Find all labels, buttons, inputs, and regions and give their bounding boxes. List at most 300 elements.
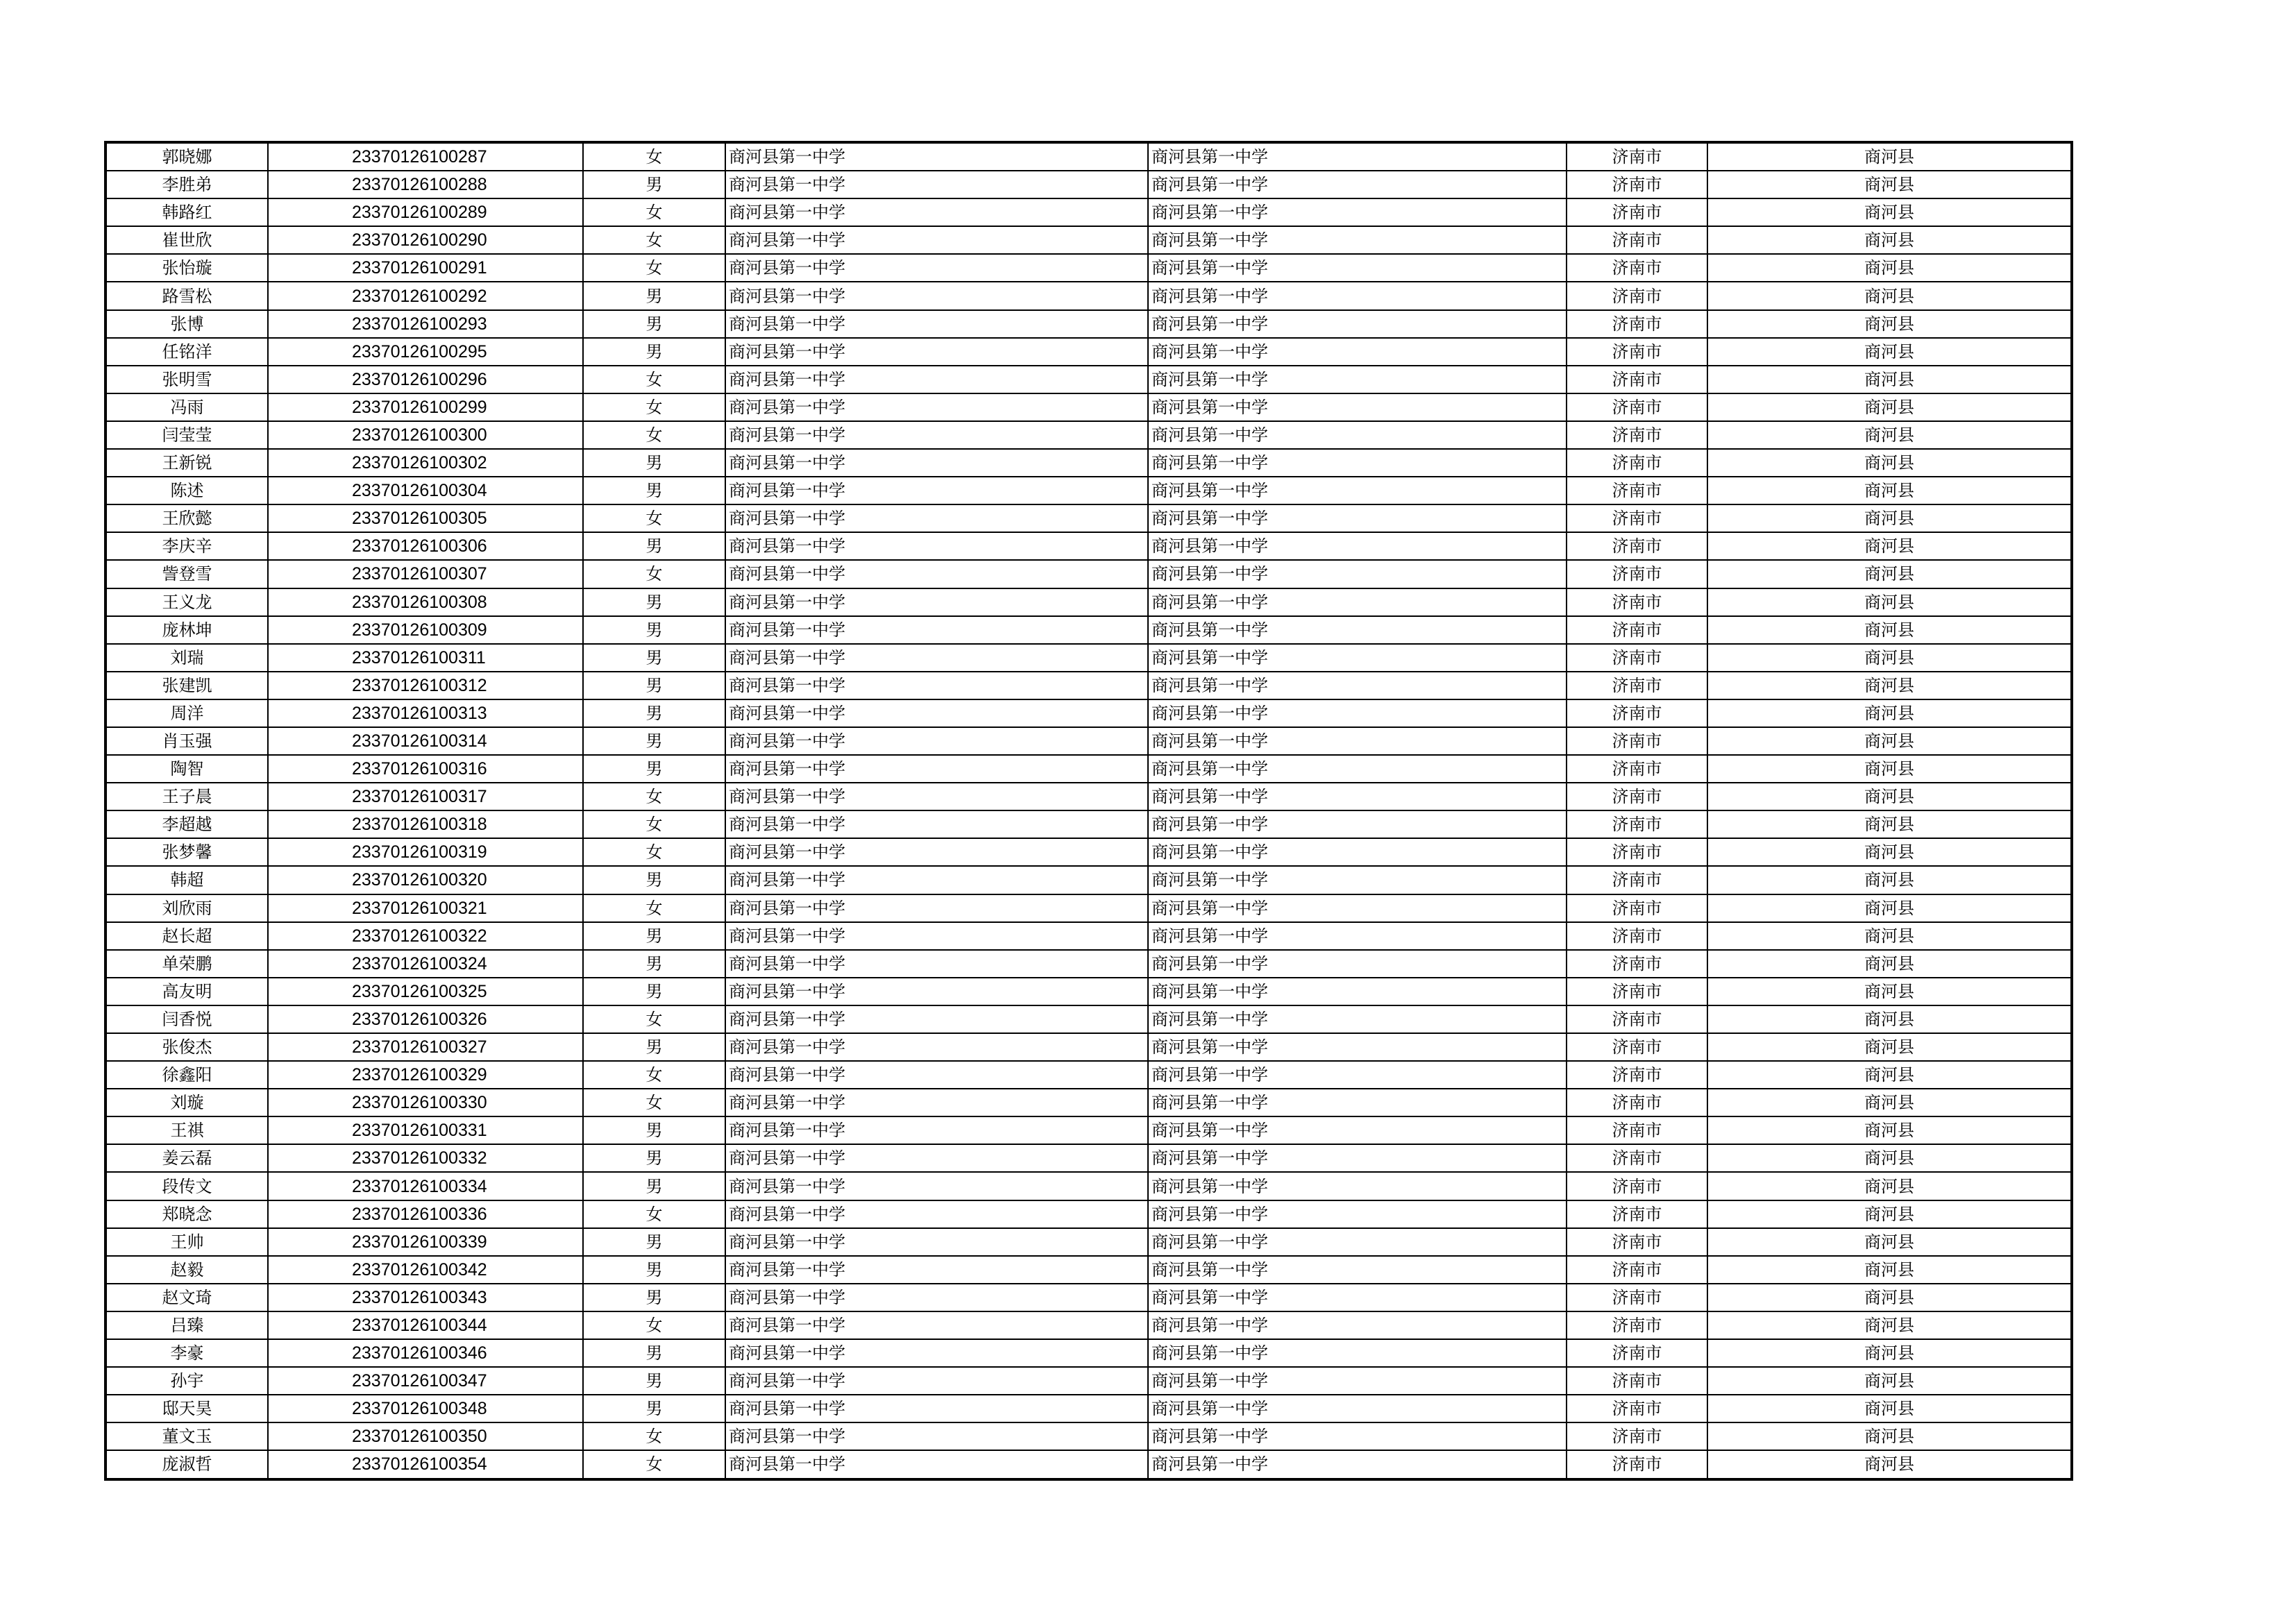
table-row bbox=[105, 142, 2072, 171]
exam-id-cell: 23370126100329 bbox=[268, 1061, 583, 1089]
table-row bbox=[105, 1228, 2072, 1256]
school-cell: 商河县第一中学 bbox=[725, 1339, 1148, 1367]
gender-cell: 男 bbox=[583, 1395, 725, 1422]
student-name-cell: 路雪松 bbox=[105, 282, 268, 309]
gender-cell: 男 bbox=[583, 922, 725, 950]
school-cell: 商河县第一中学 bbox=[725, 699, 1148, 727]
city-cell: 济南市 bbox=[1567, 699, 1707, 727]
admitting-school-cell: 商河县第一中学 bbox=[1148, 1200, 1567, 1228]
admitting-school-cell: 商河县第一中学 bbox=[1148, 282, 1567, 309]
admitting-school-cell: 商河县第一中学 bbox=[1148, 644, 1567, 672]
city-cell: 济南市 bbox=[1567, 1228, 1707, 1256]
student-name-cell: 吕臻 bbox=[105, 1311, 268, 1339]
table-row bbox=[105, 1395, 2072, 1422]
exam-id-cell: 23370126100299 bbox=[268, 393, 583, 421]
admitting-school-cell: 商河县第一中学 bbox=[1148, 866, 1567, 894]
table-row bbox=[105, 1089, 2072, 1116]
city-cell: 济南市 bbox=[1567, 1005, 1707, 1033]
school-cell: 商河县第一中学 bbox=[725, 560, 1148, 588]
school-cell: 商河县第一中学 bbox=[725, 810, 1148, 838]
county-cell: 商河县 bbox=[1707, 1172, 2072, 1200]
county-cell: 商河县 bbox=[1707, 393, 2072, 421]
admitting-school-cell: 商河县第一中学 bbox=[1148, 1367, 1567, 1395]
table-row bbox=[105, 366, 2072, 393]
admitting-school-cell: 商河县第一中学 bbox=[1148, 254, 1567, 282]
gender-cell: 男 bbox=[583, 1284, 725, 1311]
county-cell: 商河县 bbox=[1707, 366, 2072, 393]
county-cell: 商河县 bbox=[1707, 338, 2072, 366]
exam-id-cell: 23370126100288 bbox=[268, 171, 583, 198]
school-cell: 商河县第一中学 bbox=[725, 1033, 1148, 1061]
table-row bbox=[105, 171, 2072, 198]
student-name-cell: 刘瑞 bbox=[105, 644, 268, 672]
table-row bbox=[105, 449, 2072, 477]
table-row bbox=[105, 672, 2072, 699]
admitting-school-cell: 商河县第一中学 bbox=[1148, 198, 1567, 226]
admitting-school-cell: 商河县第一中学 bbox=[1148, 810, 1567, 838]
city-cell: 济南市 bbox=[1567, 449, 1707, 477]
student-name-cell: 訾登雪 bbox=[105, 560, 268, 588]
student-name-cell: 徐鑫阳 bbox=[105, 1061, 268, 1089]
school-cell: 商河县第一中学 bbox=[725, 950, 1148, 978]
county-cell: 商河县 bbox=[1707, 588, 2072, 616]
table-row bbox=[105, 560, 2072, 588]
exam-id-cell: 23370126100302 bbox=[268, 449, 583, 477]
admitting-school-cell: 商河县第一中学 bbox=[1148, 142, 1567, 171]
gender-cell: 男 bbox=[583, 866, 725, 894]
school-cell: 商河县第一中学 bbox=[725, 449, 1148, 477]
county-cell: 商河县 bbox=[1707, 421, 2072, 449]
student-name-cell: 张建凯 bbox=[105, 672, 268, 699]
school-cell: 商河县第一中学 bbox=[725, 254, 1148, 282]
admitting-school-cell: 商河县第一中学 bbox=[1148, 894, 1567, 922]
gender-cell: 男 bbox=[583, 532, 725, 560]
exam-id-cell: 23370126100312 bbox=[268, 672, 583, 699]
student-name-cell: 段传文 bbox=[105, 1172, 268, 1200]
table-row bbox=[105, 894, 2072, 922]
school-cell: 商河县第一中学 bbox=[725, 338, 1148, 366]
gender-cell: 男 bbox=[583, 672, 725, 699]
table-row bbox=[105, 1256, 2072, 1284]
student-name-cell: 董文玉 bbox=[105, 1422, 268, 1450]
city-cell: 济南市 bbox=[1567, 142, 1707, 171]
gender-cell: 女 bbox=[583, 810, 725, 838]
county-cell: 商河县 bbox=[1707, 1228, 2072, 1256]
table-row bbox=[105, 950, 2072, 978]
city-cell: 济南市 bbox=[1567, 504, 1707, 532]
gender-cell: 男 bbox=[583, 1116, 725, 1144]
school-cell: 商河县第一中学 bbox=[725, 755, 1148, 783]
gender-cell: 男 bbox=[583, 282, 725, 309]
admitting-school-cell: 商河县第一中学 bbox=[1148, 755, 1567, 783]
table-row bbox=[105, 1367, 2072, 1395]
exam-id-cell: 23370126100331 bbox=[268, 1116, 583, 1144]
table-row bbox=[105, 727, 2072, 755]
exam-id-cell: 23370126100289 bbox=[268, 198, 583, 226]
school-cell: 商河县第一中学 bbox=[725, 477, 1148, 504]
exam-id-cell: 23370126100336 bbox=[268, 1200, 583, 1228]
exam-id-cell: 23370126100320 bbox=[268, 866, 583, 894]
admitting-school-cell: 商河县第一中学 bbox=[1148, 1395, 1567, 1422]
city-cell: 济南市 bbox=[1567, 1311, 1707, 1339]
admitting-school-cell: 商河县第一中学 bbox=[1148, 1284, 1567, 1311]
student-name-cell: 周洋 bbox=[105, 699, 268, 727]
school-cell: 商河县第一中学 bbox=[725, 978, 1148, 1005]
county-cell: 商河县 bbox=[1707, 838, 2072, 866]
gender-cell: 男 bbox=[583, 1033, 725, 1061]
gender-cell: 女 bbox=[583, 1200, 725, 1228]
admitting-school-cell: 商河县第一中学 bbox=[1148, 310, 1567, 338]
student-name-cell: 赵毅 bbox=[105, 1256, 268, 1284]
county-cell: 商河县 bbox=[1707, 616, 2072, 644]
city-cell: 济南市 bbox=[1567, 421, 1707, 449]
exam-id-cell: 23370126100326 bbox=[268, 1005, 583, 1033]
city-cell: 济南市 bbox=[1567, 727, 1707, 755]
gender-cell: 男 bbox=[583, 755, 725, 783]
admitting-school-cell: 商河县第一中学 bbox=[1148, 727, 1567, 755]
county-cell: 商河县 bbox=[1707, 226, 2072, 254]
gender-cell: 女 bbox=[583, 393, 725, 421]
admitting-school-cell: 商河县第一中学 bbox=[1148, 1450, 1567, 1479]
student-name-cell: 刘璇 bbox=[105, 1089, 268, 1116]
student-name-cell: 庞淑哲 bbox=[105, 1450, 268, 1479]
county-cell: 商河县 bbox=[1707, 672, 2072, 699]
city-cell: 济南市 bbox=[1567, 1089, 1707, 1116]
city-cell: 济南市 bbox=[1567, 616, 1707, 644]
gender-cell: 男 bbox=[583, 1228, 725, 1256]
exam-id-cell: 23370126100305 bbox=[268, 504, 583, 532]
student-name-cell: 赵长超 bbox=[105, 922, 268, 950]
gender-cell: 男 bbox=[583, 616, 725, 644]
table-row bbox=[105, 393, 2072, 421]
student-name-cell: 冯雨 bbox=[105, 393, 268, 421]
school-cell: 商河县第一中学 bbox=[725, 393, 1148, 421]
exam-id-cell: 23370126100292 bbox=[268, 282, 583, 309]
table-row bbox=[105, 226, 2072, 254]
student-name-cell: 任铭洋 bbox=[105, 338, 268, 366]
exam-id-cell: 23370126100350 bbox=[268, 1422, 583, 1450]
county-cell: 商河县 bbox=[1707, 755, 2072, 783]
admitting-school-cell: 商河县第一中学 bbox=[1148, 1339, 1567, 1367]
school-cell: 商河县第一中学 bbox=[725, 1450, 1148, 1479]
table-row bbox=[105, 198, 2072, 226]
county-cell: 商河县 bbox=[1707, 783, 2072, 810]
county-cell: 商河县 bbox=[1707, 1116, 2072, 1144]
county-cell: 商河县 bbox=[1707, 1005, 2072, 1033]
exam-id-cell: 23370126100293 bbox=[268, 310, 583, 338]
city-cell: 济南市 bbox=[1567, 393, 1707, 421]
county-cell: 商河县 bbox=[1707, 171, 2072, 198]
admitting-school-cell: 商河县第一中学 bbox=[1148, 1228, 1567, 1256]
school-cell: 商河县第一中学 bbox=[725, 922, 1148, 950]
exam-id-cell: 23370126100347 bbox=[268, 1367, 583, 1395]
table-row bbox=[105, 1450, 2072, 1479]
gender-cell: 女 bbox=[583, 1450, 725, 1479]
gender-cell: 男 bbox=[583, 449, 725, 477]
table-row bbox=[105, 282, 2072, 309]
county-cell: 商河县 bbox=[1707, 532, 2072, 560]
school-cell: 商河县第一中学 bbox=[725, 198, 1148, 226]
county-cell: 商河县 bbox=[1707, 1422, 2072, 1450]
exam-id-cell: 23370126100306 bbox=[268, 532, 583, 560]
county-cell: 商河县 bbox=[1707, 727, 2072, 755]
exam-id-cell: 23370126100300 bbox=[268, 421, 583, 449]
exam-id-cell: 23370126100319 bbox=[268, 838, 583, 866]
student-name-cell: 肖玉强 bbox=[105, 727, 268, 755]
exam-id-cell: 23370126100354 bbox=[268, 1450, 583, 1479]
city-cell: 济南市 bbox=[1567, 477, 1707, 504]
city-cell: 济南市 bbox=[1567, 755, 1707, 783]
table-row bbox=[105, 978, 2072, 1005]
student-name-cell: 李超越 bbox=[105, 810, 268, 838]
city-cell: 济南市 bbox=[1567, 783, 1707, 810]
exam-id-cell: 23370126100348 bbox=[268, 1395, 583, 1422]
admitting-school-cell: 商河县第一中学 bbox=[1148, 449, 1567, 477]
school-cell: 商河县第一中学 bbox=[725, 1200, 1148, 1228]
exam-id-cell: 23370126100344 bbox=[268, 1311, 583, 1339]
gender-cell: 男 bbox=[583, 338, 725, 366]
school-cell: 商河县第一中学 bbox=[725, 672, 1148, 699]
student-name-cell: 闫莹莹 bbox=[105, 421, 268, 449]
county-cell: 商河县 bbox=[1707, 810, 2072, 838]
exam-id-cell: 23370126100330 bbox=[268, 1089, 583, 1116]
admitting-school-cell: 商河县第一中学 bbox=[1148, 366, 1567, 393]
city-cell: 济南市 bbox=[1567, 672, 1707, 699]
student-name-cell: 闫香悦 bbox=[105, 1005, 268, 1033]
table-row bbox=[105, 866, 2072, 894]
exam-id-cell: 23370126100318 bbox=[268, 810, 583, 838]
school-cell: 商河县第一中学 bbox=[725, 504, 1148, 532]
county-cell: 商河县 bbox=[1707, 198, 2072, 226]
gender-cell: 女 bbox=[583, 198, 725, 226]
table-row bbox=[105, 1200, 2072, 1228]
county-cell: 商河县 bbox=[1707, 1311, 2072, 1339]
gender-cell: 男 bbox=[583, 477, 725, 504]
exam-id-cell: 23370126100322 bbox=[268, 922, 583, 950]
school-cell: 商河县第一中学 bbox=[725, 644, 1148, 672]
exam-id-cell: 23370126100311 bbox=[268, 644, 583, 672]
county-cell: 商河县 bbox=[1707, 1339, 2072, 1367]
admitting-school-cell: 商河县第一中学 bbox=[1148, 226, 1567, 254]
exam-id-cell: 23370126100287 bbox=[268, 142, 583, 171]
city-cell: 济南市 bbox=[1567, 1367, 1707, 1395]
city-cell: 济南市 bbox=[1567, 338, 1707, 366]
exam-id-cell: 23370126100324 bbox=[268, 950, 583, 978]
school-cell: 商河县第一中学 bbox=[725, 1228, 1148, 1256]
city-cell: 济南市 bbox=[1567, 838, 1707, 866]
gender-cell: 女 bbox=[583, 254, 725, 282]
student-name-cell: 韩路红 bbox=[105, 198, 268, 226]
student-name-cell: 王义龙 bbox=[105, 588, 268, 616]
county-cell: 商河县 bbox=[1707, 1284, 2072, 1311]
exam-id-cell: 23370126100295 bbox=[268, 338, 583, 366]
student-name-cell: 张明雪 bbox=[105, 366, 268, 393]
city-cell: 济南市 bbox=[1567, 1172, 1707, 1200]
county-cell: 商河县 bbox=[1707, 1367, 2072, 1395]
school-cell: 商河县第一中学 bbox=[725, 142, 1148, 171]
county-cell: 商河县 bbox=[1707, 310, 2072, 338]
admitting-school-cell: 商河县第一中学 bbox=[1148, 393, 1567, 421]
student-name-cell: 姜云磊 bbox=[105, 1144, 268, 1172]
school-cell: 商河县第一中学 bbox=[725, 1089, 1148, 1116]
table-row bbox=[105, 1033, 2072, 1061]
gender-cell: 女 bbox=[583, 1089, 725, 1116]
gender-cell: 男 bbox=[583, 699, 725, 727]
admitting-school-cell: 商河县第一中学 bbox=[1148, 532, 1567, 560]
city-cell: 济南市 bbox=[1567, 922, 1707, 950]
student-name-cell: 王子晨 bbox=[105, 783, 268, 810]
exam-id-cell: 23370126100327 bbox=[268, 1033, 583, 1061]
admitting-school-cell: 商河县第一中学 bbox=[1148, 699, 1567, 727]
gender-cell: 女 bbox=[583, 1061, 725, 1089]
exam-id-cell: 23370126100343 bbox=[268, 1284, 583, 1311]
city-cell: 济南市 bbox=[1567, 1284, 1707, 1311]
county-cell: 商河县 bbox=[1707, 1061, 2072, 1089]
county-cell: 商河县 bbox=[1707, 1450, 2072, 1479]
table-row bbox=[105, 1339, 2072, 1367]
table-row bbox=[105, 922, 2072, 950]
admitting-school-cell: 商河县第一中学 bbox=[1148, 1144, 1567, 1172]
county-cell: 商河县 bbox=[1707, 866, 2072, 894]
city-cell: 济南市 bbox=[1567, 588, 1707, 616]
student-name-cell: 张博 bbox=[105, 310, 268, 338]
admitting-school-cell: 商河县第一中学 bbox=[1148, 950, 1567, 978]
admitting-school-cell: 商河县第一中学 bbox=[1148, 1005, 1567, 1033]
admitting-school-cell: 商河县第一中学 bbox=[1148, 978, 1567, 1005]
city-cell: 济南市 bbox=[1567, 1116, 1707, 1144]
school-cell: 商河县第一中学 bbox=[725, 282, 1148, 309]
school-cell: 商河县第一中学 bbox=[725, 310, 1148, 338]
school-cell: 商河县第一中学 bbox=[725, 866, 1148, 894]
city-cell: 济南市 bbox=[1567, 866, 1707, 894]
city-cell: 济南市 bbox=[1567, 532, 1707, 560]
gender-cell: 女 bbox=[583, 1005, 725, 1033]
exam-id-cell: 23370126100346 bbox=[268, 1339, 583, 1367]
exam-id-cell: 23370126100296 bbox=[268, 366, 583, 393]
gender-cell: 女 bbox=[583, 894, 725, 922]
table-row bbox=[105, 838, 2072, 866]
table-row bbox=[105, 338, 2072, 366]
city-cell: 济南市 bbox=[1567, 810, 1707, 838]
gender-cell: 男 bbox=[583, 978, 725, 1005]
county-cell: 商河县 bbox=[1707, 477, 2072, 504]
student-name-cell: 李庆辛 bbox=[105, 532, 268, 560]
gender-cell: 女 bbox=[583, 783, 725, 810]
exam-id-cell: 23370126100316 bbox=[268, 755, 583, 783]
county-cell: 商河县 bbox=[1707, 1089, 2072, 1116]
city-cell: 济南市 bbox=[1567, 1339, 1707, 1367]
county-cell: 商河县 bbox=[1707, 560, 2072, 588]
school-cell: 商河县第一中学 bbox=[725, 532, 1148, 560]
school-cell: 商河县第一中学 bbox=[725, 226, 1148, 254]
student-name-cell: 王欣懿 bbox=[105, 504, 268, 532]
student-name-cell: 王祺 bbox=[105, 1116, 268, 1144]
table-row bbox=[105, 1422, 2072, 1450]
student-name-cell: 邸天昊 bbox=[105, 1395, 268, 1422]
city-cell: 济南市 bbox=[1567, 978, 1707, 1005]
admitting-school-cell: 商河县第一中学 bbox=[1148, 1422, 1567, 1450]
gender-cell: 男 bbox=[583, 310, 725, 338]
gender-cell: 男 bbox=[583, 950, 725, 978]
city-cell: 济南市 bbox=[1567, 1200, 1707, 1228]
table-row bbox=[105, 755, 2072, 783]
gender-cell: 女 bbox=[583, 1311, 725, 1339]
city-cell: 济南市 bbox=[1567, 1256, 1707, 1284]
exam-id-cell: 23370126100291 bbox=[268, 254, 583, 282]
county-cell: 商河县 bbox=[1707, 922, 2072, 950]
student-name-cell: 郑晓念 bbox=[105, 1200, 268, 1228]
city-cell: 济南市 bbox=[1567, 894, 1707, 922]
table-row bbox=[105, 1116, 2072, 1144]
school-cell: 商河县第一中学 bbox=[725, 727, 1148, 755]
gender-cell: 女 bbox=[583, 504, 725, 532]
student-name-cell: 王新锐 bbox=[105, 449, 268, 477]
admitting-school-cell: 商河县第一中学 bbox=[1148, 338, 1567, 366]
school-cell: 商河县第一中学 bbox=[725, 1144, 1148, 1172]
county-cell: 商河县 bbox=[1707, 1033, 2072, 1061]
city-cell: 济南市 bbox=[1567, 226, 1707, 254]
student-name-cell: 李胜弟 bbox=[105, 171, 268, 198]
exam-id-cell: 23370126100342 bbox=[268, 1256, 583, 1284]
school-cell: 商河县第一中学 bbox=[725, 421, 1148, 449]
county-cell: 商河县 bbox=[1707, 504, 2072, 532]
gender-cell: 男 bbox=[583, 644, 725, 672]
gender-cell: 男 bbox=[583, 588, 725, 616]
city-cell: 济南市 bbox=[1567, 1061, 1707, 1089]
admitting-school-cell: 商河县第一中学 bbox=[1148, 616, 1567, 644]
city-cell: 济南市 bbox=[1567, 198, 1707, 226]
school-cell: 商河县第一中学 bbox=[725, 1311, 1148, 1339]
county-cell: 商河县 bbox=[1707, 978, 2072, 1005]
gender-cell: 男 bbox=[583, 727, 725, 755]
gender-cell: 男 bbox=[583, 1367, 725, 1395]
admitting-school-cell: 商河县第一中学 bbox=[1148, 783, 1567, 810]
admitting-school-cell: 商河县第一中学 bbox=[1148, 1311, 1567, 1339]
city-cell: 济南市 bbox=[1567, 560, 1707, 588]
county-cell: 商河县 bbox=[1707, 282, 2072, 309]
city-cell: 济南市 bbox=[1567, 171, 1707, 198]
county-cell: 商河县 bbox=[1707, 699, 2072, 727]
school-cell: 商河县第一中学 bbox=[725, 588, 1148, 616]
exam-id-cell: 23370126100309 bbox=[268, 616, 583, 644]
exam-id-cell: 23370126100325 bbox=[268, 978, 583, 1005]
school-cell: 商河县第一中学 bbox=[725, 1256, 1148, 1284]
exam-id-cell: 23370126100290 bbox=[268, 226, 583, 254]
table-row bbox=[105, 1005, 2072, 1033]
roster-table bbox=[104, 141, 2073, 1481]
student-name-cell: 李豪 bbox=[105, 1339, 268, 1367]
student-name-cell: 庞林坤 bbox=[105, 616, 268, 644]
table-row bbox=[105, 477, 2072, 504]
city-cell: 济南市 bbox=[1567, 1033, 1707, 1061]
county-cell: 商河县 bbox=[1707, 644, 2072, 672]
table-row bbox=[105, 504, 2072, 532]
gender-cell: 男 bbox=[583, 1144, 725, 1172]
city-cell: 济南市 bbox=[1567, 1422, 1707, 1450]
admitting-school-cell: 商河县第一中学 bbox=[1148, 672, 1567, 699]
school-cell: 商河县第一中学 bbox=[725, 894, 1148, 922]
table-row bbox=[105, 1311, 2072, 1339]
table-row bbox=[105, 1061, 2072, 1089]
county-cell: 商河县 bbox=[1707, 1200, 2072, 1228]
student-name-cell: 单荣鹏 bbox=[105, 950, 268, 978]
county-cell: 商河县 bbox=[1707, 1395, 2072, 1422]
gender-cell: 女 bbox=[583, 226, 725, 254]
gender-cell: 女 bbox=[583, 366, 725, 393]
city-cell: 济南市 bbox=[1567, 310, 1707, 338]
city-cell: 济南市 bbox=[1567, 366, 1707, 393]
table-row bbox=[105, 421, 2072, 449]
